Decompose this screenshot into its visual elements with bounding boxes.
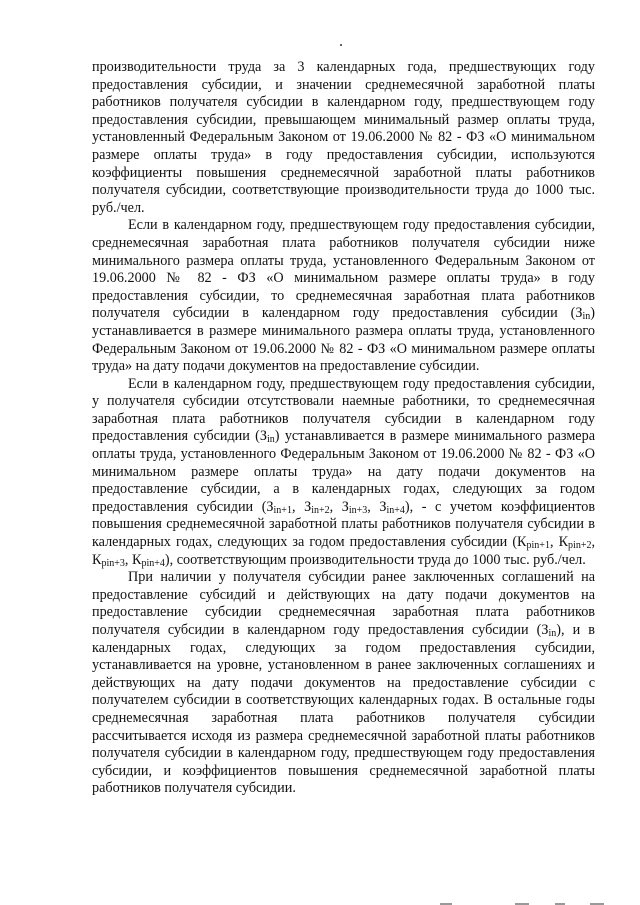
subscript-index: in+4 [386,504,405,516]
subscript-index: pin+1 [526,540,550,552]
paragraph-text: ), и в календарных годах, следующих за годом предоставления субсидии, устанавливается на уровне, установленном в ранее заключенных соглашениях и действующих на дату подачи документов на предоставление субсидии с получателем субсидии в соответствующих календарных годах. В остальные годы среднемесячная заработная плата работников получателя субсидии рассчитывается исходя из размера среднемесячной заработной платы работников получателя субсидии в календарном году, предшествующем году предоставления субсидии, и коэффициентов повышения среднемесячной заработной платы работников получателя субсидии. [92,622,595,797]
paragraph-text: ) устанавливается в размере минимального размера оплаты труда, установленного Федеральным Законом от 19.06.2000 № 82 - ФЗ «О минимальном размере оплаты труда» на дату подачи документов на предоставление субсидии, а в календарных годах, следующих за годом предоставления субсидии (З [92,428,595,515]
subscript-index: in [548,628,557,639]
document-body [92,59,595,798]
subscript-index: pin+3 [101,557,125,569]
paragraph-4 [92,569,595,798]
paragraph-text: При наличии у получателя субсидии ранее заключенных соглашений на предоставление субсидий и действующих на дату подачи документов на предоставление субсидии среднемесячная заработная плата работников получателя субсидии в календарном году предоставления субсидии (З [92,569,595,638]
paragraph-1 [92,59,595,217]
subscript-index: in+3 [348,504,368,516]
subscript-index: in [582,311,591,323]
paragraph-2 [92,217,595,375]
paragraph-text: ), соответствующим производительности труда до 1000 тыс. руб./чел. [164,551,586,568]
paragraph-text: производительности труда за 3 календарных года, предшествующих году предоставления субсидии, и значении среднемесячной заработной платы работников получателя субсидии в календарном году, предшествующем году предоставления субсидии, превышающем минимальный размер оплаты труда, установленный Федеральным Законом от 19.06.2000 № 82 - ФЗ «О минимальном размере оплаты труда» в году предоставления субсидии, используются коэффициенты повышения среднемесячной заработной платы работников получателя субсидии, соответствующие производительности труда до 1000 тыс. руб./чел. [92,59,595,216]
subscript-index: in [267,434,275,446]
paragraph-text: , К [124,551,142,568]
paragraph-text: Если в календарном году, предшествующем году предоставления субсидии, у получателя субсидии отсутствовали наемные работники, то среднемесячная заработная плата работников получателя субсидии в календарном году предоставления субсидии (З [92,375,595,445]
subscript-index: in+1 [273,504,292,516]
paragraph-text: , К [92,534,596,568]
paragraph-text: ) устанавливается в размере минимального размера оплаты труда, установленного Федеральным Законом от 19.06.2000 № 82 - ФЗ «О минимальном размере оплаты труда» на дату подачи документов на предоставление субсидии. [92,305,595,375]
subscript-index: pin+4 [141,557,165,569]
paragraph-text: , З [329,498,349,515]
subscript-index: pin+2 [568,540,592,552]
subscript-index: in+2 [311,504,330,516]
paragraph-text: Если в календарном году, предшествующем году предоставления субсидии, среднемесячная заработная плата работников получателя субсидии ниже минимального размера оплаты труда, установленного Федеральным Законом от 19.06.2000 № 82 - ФЗ «О минимальном размере оплаты труда» в году предоставления субсидии, то среднемесячная заработная плата работников получателя субсидии в календарном году предоставления субсидии (З [92,217,595,322]
paragraph-text: , З [367,498,387,515]
paragraph-text: ), - с учетом коэффициентов повышения среднемесячной заработной платы работников получателя субсидии в календарных годах, следующих за годом предоставления субсидии (К [92,498,596,551]
paragraph-text: , К [549,534,569,551]
paragraph-text: , З [291,498,312,515]
scan-speck [340,44,342,46]
paragraph-3 [92,376,595,570]
